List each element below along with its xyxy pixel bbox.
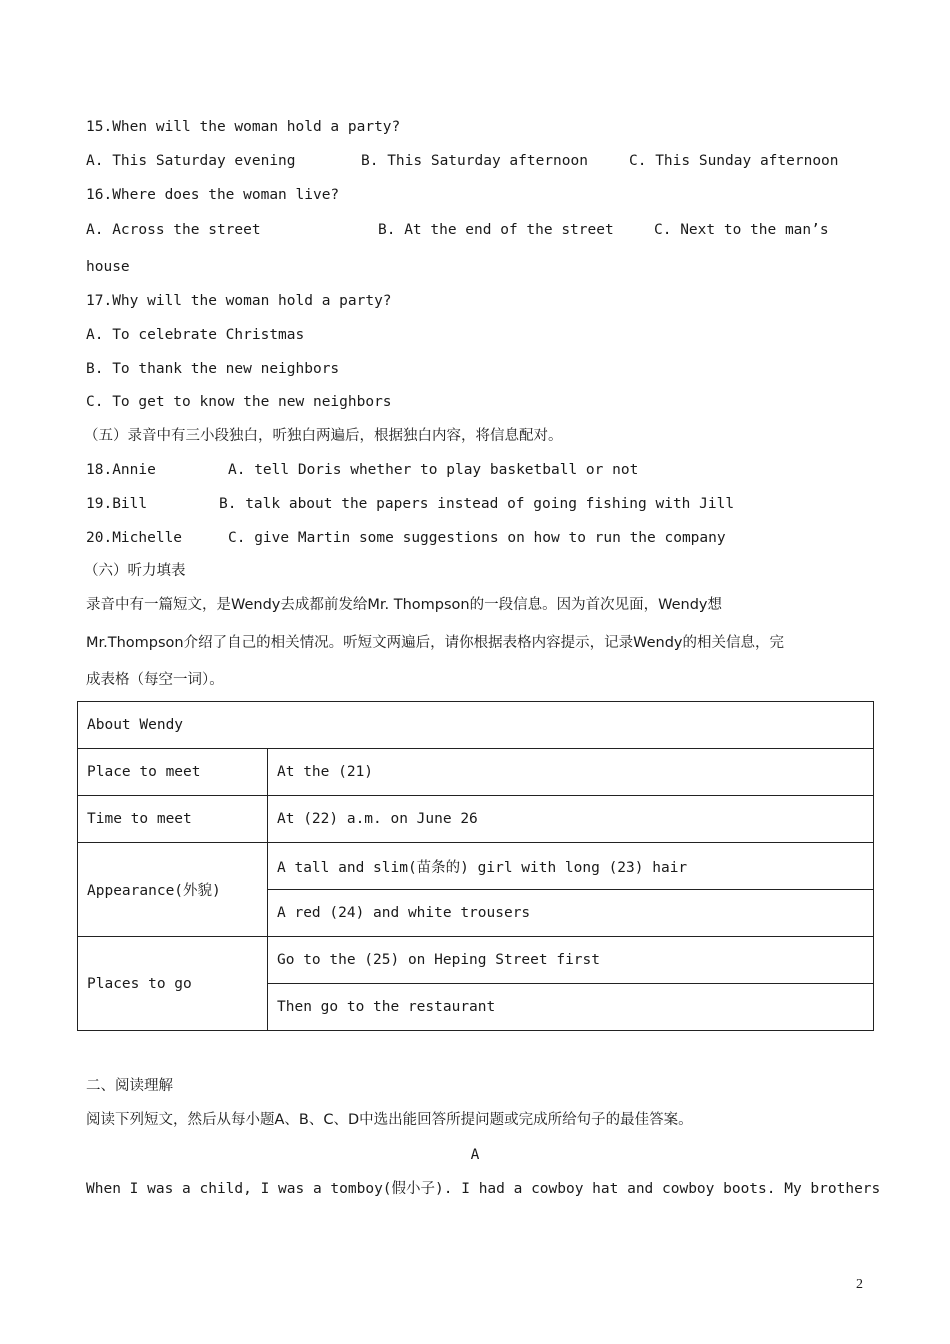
time-label: Time to meet bbox=[78, 796, 268, 843]
q17-option-c: C. To get to know the new neighbors bbox=[86, 394, 392, 410]
table-title: About Wendy bbox=[78, 702, 874, 749]
q15-option-a: A. This Saturday evening bbox=[86, 153, 296, 169]
wendy-info-table bbox=[77, 701, 874, 1031]
q16-question: 16.Where does the woman live? bbox=[86, 187, 340, 203]
place-value: At the (21) bbox=[268, 749, 874, 796]
places-value-1: Go to the (25) on Heping Street first bbox=[268, 937, 874, 984]
page-number: 2 bbox=[856, 1277, 863, 1292]
section6-intro-line2: Mr.Thompson介绍了自己的相关情况。听短文两遍后，请你根据表格内容提示，记录Wendy的相关信息，完 bbox=[86, 635, 784, 651]
time-value: At (22) a.m. on June 26 bbox=[268, 796, 874, 843]
q16-option-c-continued: house bbox=[86, 259, 130, 275]
q15-question: 15.When will the woman hold a party? bbox=[86, 119, 401, 135]
places-label: Places to go bbox=[78, 937, 268, 1031]
appearance-value-2: A red (24) and white trousers bbox=[268, 890, 874, 937]
match-option-b: B. talk about the papers instead of going fishing with Jill bbox=[219, 496, 735, 512]
passage-label: A bbox=[470, 1147, 480, 1163]
place-label: Place to meet bbox=[78, 749, 268, 796]
q16-option-b: B. At the end of the street bbox=[378, 222, 614, 238]
q17-option-b: B. To thank the new neighbors bbox=[86, 361, 340, 377]
section6-heading: （六）听力填表 bbox=[84, 563, 186, 579]
q16-option-a: A. Across the street bbox=[86, 222, 261, 238]
match-name-20: 20.Michelle bbox=[86, 530, 183, 546]
q17-question: 17.Why will the woman hold a party? bbox=[86, 293, 392, 309]
section6-intro-line3: 成表格（每空一词）。 bbox=[86, 672, 224, 688]
match-option-a: A. tell Doris whether to play basketball or not bbox=[228, 462, 639, 478]
q15-option-b: B. This Saturday afternoon bbox=[361, 153, 588, 169]
q16-option-c: C. Next to the man’s bbox=[654, 222, 829, 238]
match-option-c: C. give Martin some suggestions on how to run the company bbox=[228, 530, 726, 546]
reading-heading: 二、阅读理解 bbox=[86, 1078, 173, 1094]
reading-instruction: 阅读下列短文，然后从每小题A、B、C、D中选出能回答所提问题或完成所给句子的最佳答案。 bbox=[86, 1112, 693, 1128]
appearance-label: Appearance(外貌) bbox=[78, 843, 268, 937]
places-value-2: Then go to the restaurant bbox=[268, 984, 874, 1031]
match-name-19: 19.Bill bbox=[86, 496, 148, 512]
q17-option-a: A. To celebrate Christmas bbox=[86, 327, 305, 343]
passage-first-line: When I was a child, I was a tomboy(假小子). I had a cowboy hat and cowboy boots. My brothers bbox=[86, 1181, 881, 1197]
match-name-18: 18.Annie bbox=[86, 462, 156, 478]
section6-intro-line1: 录音中有一篇短文，是Wendy去成都前发给Mr. Thompson的一段信息。因为首次见面，Wendy想 bbox=[86, 597, 722, 613]
section5-heading: （五）录音中有三小段独白，听独白两遍后，根据独白内容，将信息配对。 bbox=[84, 428, 563, 444]
appearance-value-1: A tall and slim(苗条的) girl with long (23) hair bbox=[268, 843, 874, 890]
q15-option-c: C. This Sunday afternoon bbox=[629, 153, 839, 169]
